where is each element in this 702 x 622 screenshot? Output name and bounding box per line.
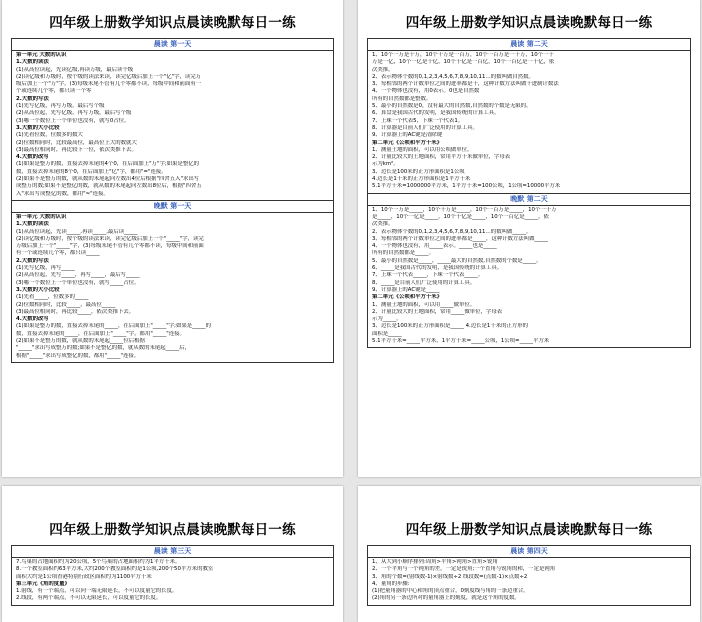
- text-line: 7、上珠一个代表5，下珠一个代表1。: [372, 117, 464, 124]
- text-line: 数，直接去掉末尾的_____，在后面加上"_____"字，都用"_____"连接。: [16, 330, 185, 337]
- page-title: 四年级上册数学知识点晨读晚默每日一练: [49, 522, 296, 538]
- text-line: (3)哪一个数位上一个单位也没有，就写0占位。: [16, 117, 130, 124]
- text-line: 7、上珠一个代表_____，下珠一个代表_____。: [372, 272, 484, 279]
- text-line: (1)把量角器的中心和角的顶点重合，0刻度线与角的一条边重合。: [372, 588, 529, 595]
- text-line: 数，直接去掉末尾的8个0，在后面加上"亿"字，都用"="连接。: [16, 168, 167, 175]
- text-line: (3)最高位相同时，再比较下一位，依次类推下去。: [16, 146, 137, 153]
- text-line: 9、计算器上的AC键是_____: [372, 286, 440, 293]
- text-line: (2)位数相同时，比较_____，最高位_____: [16, 301, 116, 308]
- text-line: 1、10个一万是_____，10个十万是_____，10个一百万是_____，10个一千万: [372, 206, 557, 213]
- text-line: (2)如果不是整万的数，就从数的末尾起_____位后根据: [16, 337, 145, 344]
- section-body: [368, 51, 690, 193]
- text-line: 级后加上一个"万"字，(3)每级末尾不管有几个零都不读，每级中间和前面有一: [16, 81, 202, 88]
- text-line: 1、测量土地的面积，可以用公顷做单位。: [372, 146, 473, 153]
- text-line: 1、10个一万是十万，10个十万是一百万，10个一百万是一千万，10个一千: [372, 52, 554, 58]
- text-line: 2.大数的写法: [16, 95, 49, 102]
- section-header: 晨读 第四天: [368, 546, 690, 558]
- text-line: (2)读亿级和万级时，按个级的读法来读，读完亿级后加上一个"_____"字，读完: [16, 235, 204, 242]
- text-line: (2)读亿级和万级时，按个级的读法来读，读完亿级后加上一个"亿"字，读完万: [16, 73, 202, 80]
- text-line: 有一个或连续几个零，都只读_____: [16, 250, 100, 257]
- worksheet-page-4: [358, 486, 700, 622]
- text-line: (2)从高位起，先写_____，再写_____，最后写_____: [16, 272, 140, 279]
- text-line: 第三单元《角的度量》: [16, 580, 70, 587]
- morning-reading-section: [11, 545, 334, 606]
- text-line: 9、计算器上的AC键是清除键: [372, 132, 443, 139]
- text-line: (1)如果是整万的数，直接去掉末尾的4个0，在后面加上"万"字;如果是整亿的: [16, 161, 199, 168]
- text-line: (2)位数相同时，比较最高位，最高位上大的数就大: [16, 139, 137, 146]
- text-line: 2、计量比较大的土地面积，常用平方千米做单位，字母表: [372, 154, 511, 161]
- text-line: 3.大数的大小比较: [16, 286, 60, 293]
- text-line: 3、边长是100米的正方形面积是1公顷: [372, 168, 465, 175]
- worksheet-page-1: [2, 0, 343, 477]
- page-title: 四年级上册数学知识点晨读晚默每日一练: [49, 15, 296, 31]
- text-line: "_____"求出写成整万的数;如果不是整亿的数，就从数的末尾起_____后，: [16, 345, 190, 352]
- evening-recall-section: [11, 201, 334, 363]
- text-line: 3、每相邻的两个计数单位之间的进率都是十，这种计数方法叫做十进制计数法: [372, 81, 559, 88]
- section-body: [368, 558, 690, 605]
- text-line: 示为_____。: [372, 316, 402, 323]
- text-line: (2)如果不是整万的数，就从数的末尾起向左数出4位后根据"四舍五入"求出写: [16, 176, 200, 183]
- text-line: 4、一个物体也没有，用_____表示。_____也是_____: [372, 243, 497, 250]
- morning-reading-section: [11, 38, 334, 201]
- text-line: 6、算盘是我国古代的发明，是我国传统的计算工具。: [372, 110, 500, 117]
- text-line: 7.鸟巢的占地面积约为20公顷，5个鸟巢的占地面积约为1平方千米。: [16, 559, 181, 565]
- text-line: 2、表示物体个数的0,1,2,3,4,5,6,7,8,9,10,11…的数叫做_____。: [372, 228, 532, 235]
- text-line: 所有的自然数都是整数。: [372, 95, 432, 102]
- text-line: 4.大数的改写: [16, 316, 49, 323]
- section-header: 晨读 第二天: [368, 39, 690, 51]
- text-line: (1)先写亿级，再写_____: [16, 265, 75, 272]
- text-line: (3)最高位相同时，再比较_____，依次类推下去。: [16, 308, 135, 315]
- text-line: 8、_____是目前人们广泛使用的计算工具。: [372, 279, 476, 286]
- text-line: 示为km²。: [372, 161, 399, 168]
- text-line: 第一单元 大数的认识: [16, 52, 67, 58]
- text-line: (3)哪一个数位上一个单位也没有，就写_____占位。: [16, 279, 140, 286]
- text-line: (1)从高位读起，先读_____,再读_____,最后读_____: [16, 228, 138, 235]
- section-body: [12, 213, 333, 362]
- text-line: 4、量角的步骤:: [372, 580, 410, 587]
- text-line: (2)从高位起，先写亿级，再写万级，最后写个级: [16, 110, 132, 117]
- text-line: 1.射线，有一个端点，可以向一端无限延长，不可以度量它的长度。: [16, 588, 178, 595]
- text-line: (1)先写亿级，再写万级，最后写个级: [16, 103, 105, 110]
- text-line: 第二单元《公顷和平方千米》: [372, 294, 443, 301]
- text-line: 次类推。: [372, 66, 394, 73]
- text-line: 2、表示物体个数的0,1,2,3,4,5,6,7,8,9,10,11…的数叫做自然数。: [372, 73, 534, 80]
- page-title: 四年级上册数学知识点晨读晚默每日一练: [405, 15, 653, 31]
- worksheet-page-3: [2, 486, 343, 622]
- text-line: 1.大数的读法: [16, 59, 49, 66]
- text-line: 次类推。: [372, 221, 394, 228]
- text-line: 3、每相邻的两个计数单位之间的进率都是_____，这种计数方法叫做_____: [372, 235, 548, 242]
- section-header: 晚默 第二天: [368, 194, 690, 206]
- worksheet-page-2: [358, 0, 700, 477]
- text-line: 万级后加上一个"_____"字，(3)每级末尾不管有几个零都不读，每级中间和前面: [16, 243, 204, 250]
- text-line: 5.1平方千米=_____平方米，1平方千米=_____公顷，1公顷=_____平方米: [372, 337, 550, 344]
- text-line: 第二单元《公顷和平方千米》: [372, 139, 443, 146]
- section-body: [12, 558, 333, 605]
- text-line: 第一单元 大数的认识: [16, 213, 67, 220]
- text-line: 所有的自然数都是_____。: [372, 250, 434, 257]
- text-line: (1)先看_____，位数多的_____: [16, 294, 89, 301]
- page-title: 四年级上册数学知识点晨读晚默每日一练: [405, 522, 653, 538]
- text-line: 3.大数的大小比较: [16, 124, 60, 131]
- morning-reading-section: [367, 38, 691, 194]
- text-line: 3、边长是100米的正方形面积是_____ 4.边长是1千米的正方形的: [372, 323, 529, 330]
- morning-reading-section: [367, 545, 691, 606]
- text-line: (1)先看位数，位数多的数大: [16, 132, 83, 139]
- text-line: 1、测量土地的面积，可以用_____做单位。: [372, 301, 476, 308]
- text-line: 6、_____是我国古代的发明，是我国传统的计算工具。: [372, 265, 503, 272]
- text-line: 5、最小的自然数是_____，_____最大的自然数,自然数的个数是_____。: [372, 257, 542, 264]
- text-line: 面积是_____: [372, 330, 402, 337]
- text-line: 2、一个平角与一个钝角的差，一定是锐角;一个直角与锐角的和，一定是钝角: [372, 566, 556, 573]
- text-line: 4.大数的改写: [16, 154, 49, 161]
- text-line: 面积大约是1公顷香港特别行政区面积约为1100平方千米: [16, 573, 152, 580]
- text-line: (1)如果是整万的数，直接去掉末尾的_____，在后面加上"_____"字;如果是_____的: [16, 323, 211, 330]
- section-header: 晚默 第一天: [12, 201, 333, 213]
- text-line: (1)从高位读起，先读亿级,再读万级，最后读个级: [16, 66, 134, 73]
- text-line: (2)角的另一条边所对的量角器上的刻度，就是这个角的度数。: [372, 595, 520, 602]
- text-line: 5.1平方千米=1000000平方米，1平方千米=100公顷，1公顷=10000平方米: [372, 183, 561, 190]
- text-line: 1、从大到小顺序排列:周角>平角>钝角>直角>锐角: [372, 559, 498, 565]
- text-line: 是_____，10个一亿是_____，10个十亿是_____，10个一百亿是_____，依: [372, 213, 549, 220]
- text-line: 个或连续几个零，都只读一个零: [16, 88, 92, 95]
- section-header: 晨读 第三天: [12, 546, 333, 558]
- text-line: 1.大数的读法: [16, 221, 49, 228]
- section-body: [12, 51, 333, 200]
- section-header: 晨读 第一天: [12, 39, 333, 51]
- text-line: 成整万的数;如果不是整亿的数，就从数的末尾起向左数出8位后，根据"四舍五: [16, 183, 202, 190]
- text-line: 万是一亿，10个一亿是十亿，10个十亿是一百亿，10个一百亿是一千亿，依: [372, 59, 555, 66]
- section-body: [368, 206, 690, 348]
- text-line: 2.大数的写法: [16, 257, 49, 264]
- text-line: 8、计算器是目前人们广泛使用的计算工具。: [372, 124, 478, 131]
- text-line: 入"求出写成整亿的数，都用"≈"连接。: [16, 190, 109, 197]
- text-line: 4、一个物体也没有，用0表示。0也是自然数: [372, 88, 480, 95]
- evening-recall-section: [367, 194, 691, 349]
- text-line: 4.边长是1千米的正方形面积是1平方千米: [372, 176, 471, 183]
- text-line: 2、计量比较大的土地面积，常用_____做单位，字母表: [372, 308, 503, 315]
- text-line: 根据"_____"求出写成整亿的数，都用"_____"连接。: [16, 352, 140, 359]
- text-line: 8.一个教室面积约63平方米,大约200个教室面积约是1公顷,200个50平方米的教室: [16, 566, 214, 573]
- text-line: 5、最小的自然数是0，没有最大的自然数,自然数的个数是无限的。: [372, 103, 532, 110]
- text-line: 2.线段，有两个端点，不可以无限延长，可以度量它的长度。: [16, 595, 162, 602]
- text-line: 3、角的个数=(射线数-1)×射线数÷2 线段数=(点数-1)×点数÷2: [372, 573, 528, 580]
